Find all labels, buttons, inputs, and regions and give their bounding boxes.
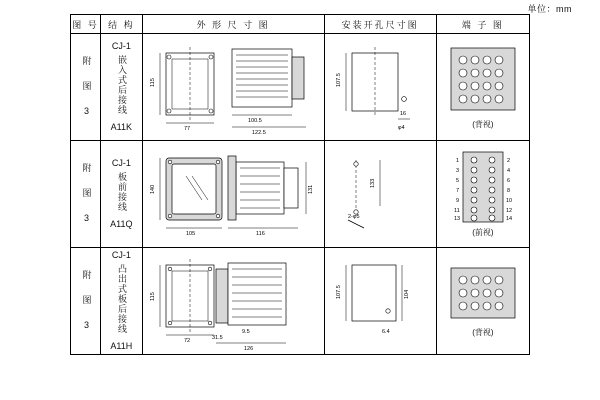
dim-104: 104 <box>404 289 411 299</box>
dim-133: 133 <box>370 178 377 188</box>
outline-drawing-2 <box>144 142 322 246</box>
spec-table <box>70 14 530 355</box>
terminal-num-12: 12 <box>505 208 512 214</box>
model-label: CJ-1 <box>111 158 131 169</box>
dim-2-phi5: 2-φ5 <box>348 214 360 220</box>
header-figure: 图 号 <box>71 15 101 34</box>
mount-type-label: 凸出式板后接线 <box>116 264 127 335</box>
table-row <box>71 248 530 355</box>
outline-drawing-cell <box>142 248 324 355</box>
terminal-drawing-cell <box>436 34 529 141</box>
dim-100-5: 100.5 <box>248 118 262 124</box>
dim-9-5: 9.5 <box>242 329 250 335</box>
header-terminal: 端 子 图 <box>436 15 529 34</box>
dim-phi4: φ4 <box>398 125 405 131</box>
table-row <box>71 34 530 141</box>
dim-77: 77 <box>184 126 191 132</box>
terminal-num-6: 6 <box>506 178 510 184</box>
figure-label: 附 图 3 <box>81 162 92 226</box>
table-row <box>71 141 530 248</box>
dim-115: 115 <box>150 292 157 301</box>
terminal-diagram-3 <box>443 264 523 326</box>
terminal-diagram-1 <box>443 44 523 118</box>
mounting-drawing-1 <box>326 35 434 139</box>
outline-drawing-3 <box>144 249 322 353</box>
dim-131: 131 <box>308 184 315 194</box>
header-outline: 外 形 尺 寸 图 <box>142 15 324 34</box>
dim-116: 116 <box>256 231 265 237</box>
dim-16: 16 <box>400 111 407 117</box>
mounting-drawing-cell <box>324 34 436 141</box>
dim-126: 126 <box>244 346 254 352</box>
outline-drawing-cell <box>142 34 324 141</box>
terminal-num-7: 7 <box>455 188 459 194</box>
dim-140: 140 <box>150 184 157 194</box>
table-header-row <box>71 15 530 34</box>
mount-type-label: 板前接线 <box>116 172 127 213</box>
terminal-caption: (背视) <box>472 328 494 337</box>
header-structure: 结 构 <box>101 15 142 34</box>
mounting-drawing-cell <box>324 141 436 248</box>
dim-72: 72 <box>184 338 191 344</box>
terminal-drawing-cell <box>436 141 529 248</box>
dim-115: 115 <box>150 78 157 87</box>
dim-122-5: 122.5 <box>252 130 266 136</box>
code-label: A11H <box>110 340 133 351</box>
terminal-num-8: 8 <box>506 188 510 194</box>
figure-cell <box>71 248 101 355</box>
structure-cell <box>101 248 142 355</box>
dim-107-5: 107.5 <box>336 73 343 87</box>
terminal-drawing-cell <box>436 248 529 355</box>
figure-cell <box>71 34 101 141</box>
header-mounting: 安装开孔尺寸图 <box>324 15 436 34</box>
mounting-drawing-3 <box>326 249 434 353</box>
outline-drawing-1 <box>144 35 322 139</box>
terminal-caption: (前视) <box>472 228 494 237</box>
dim-105: 105 <box>186 231 196 237</box>
terminal-num-2: 2 <box>506 158 510 164</box>
structure-cell <box>101 34 142 141</box>
figure-cell <box>71 141 101 248</box>
dim-6-4: 6.4 <box>382 329 390 335</box>
mounting-drawing-cell <box>324 248 436 355</box>
structure-cell <box>101 141 142 248</box>
mounting-drawing-2 <box>326 142 434 246</box>
outline-drawing-cell <box>142 141 324 248</box>
mount-type-label: 嵌入式后接线 <box>116 55 127 116</box>
terminal-num-10: 10 <box>505 198 512 204</box>
terminal-num-9: 9 <box>455 198 459 204</box>
terminal-caption: (背视) <box>472 120 494 129</box>
unit-note: 单位：mm <box>527 4 572 14</box>
terminal-num-11: 11 <box>453 208 460 214</box>
dim-31-5: 31.5 <box>212 335 223 341</box>
model-label: CJ-1 <box>111 250 131 261</box>
terminal-num-14: 14 <box>505 216 512 222</box>
terminal-num-1: 1 <box>455 158 459 164</box>
terminal-num-13: 13 <box>453 216 460 222</box>
code-label: A11Q <box>110 218 133 229</box>
dim-107-5: 107.5 <box>336 285 343 299</box>
figure-label: 附 图 3 <box>81 269 92 333</box>
model-label: CJ-1 <box>111 41 131 52</box>
terminal-diagram-2 <box>451 150 515 226</box>
terminal-num-3: 3 <box>455 168 459 174</box>
code-label: A11K <box>110 121 133 132</box>
terminal-num-4: 4 <box>506 168 510 174</box>
terminal-num-5: 5 <box>455 178 459 184</box>
figure-label: 附 图 3 <box>81 55 92 119</box>
